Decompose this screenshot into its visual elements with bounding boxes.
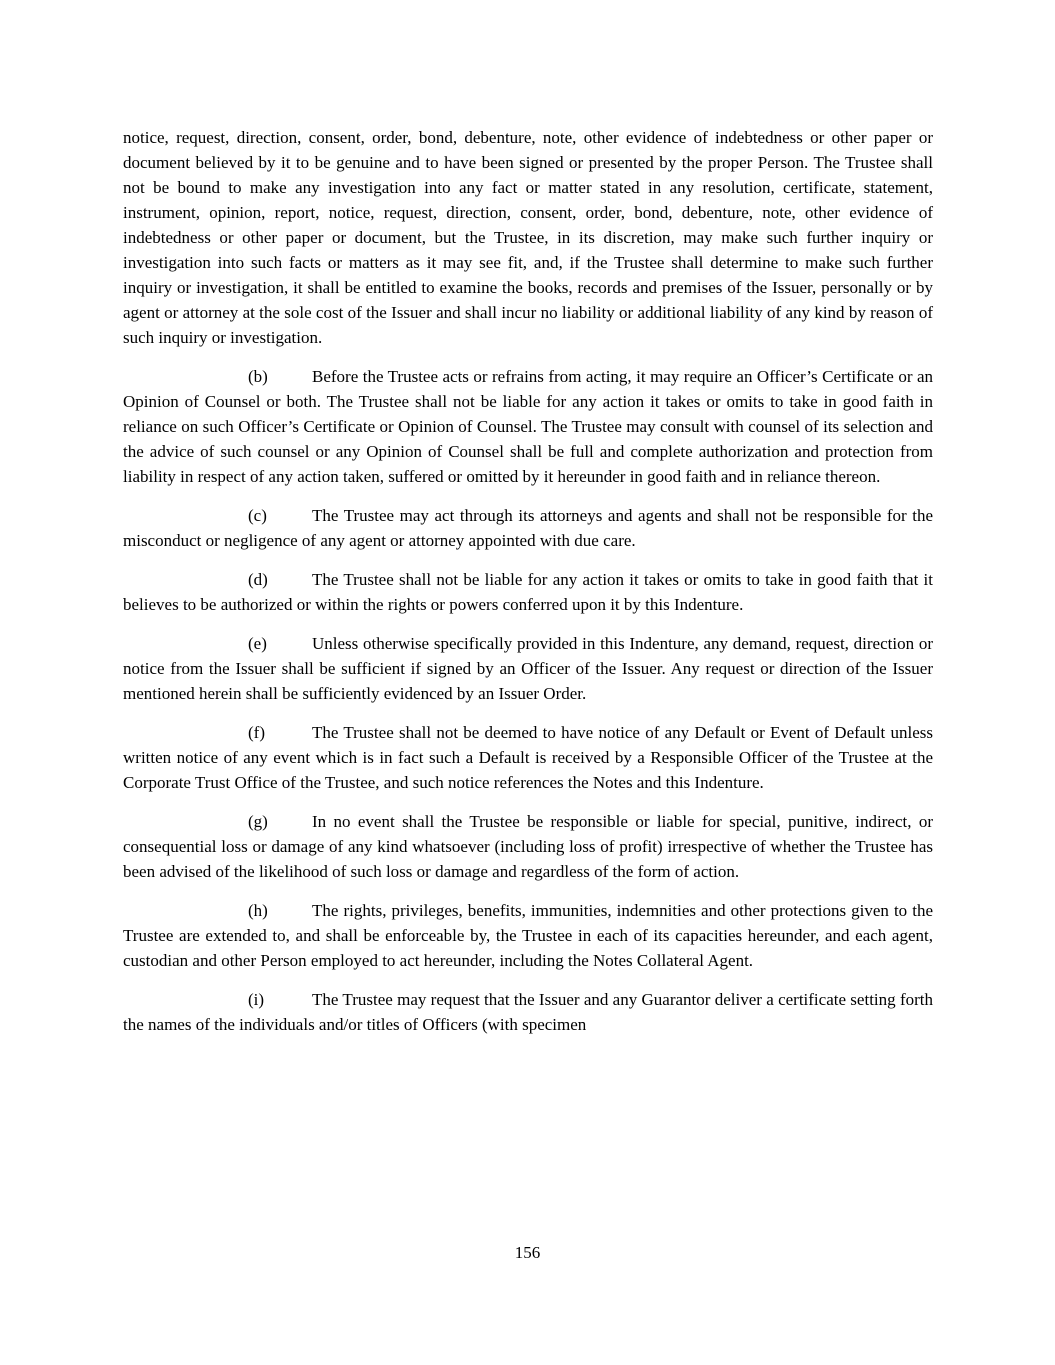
- paragraph-label: (e): [248, 634, 267, 653]
- paragraph-text: In no event shall the Trustee be responsible or liable for special, punitive, indirect, or consequential loss or damage of any kind whatsoever (including loss of profit) irrespective of whether the Trustee has been advised of the likelihood of such loss or damage and regardless of the form of action.: [123, 812, 933, 881]
- paragraph-label: (g): [248, 812, 268, 831]
- paragraph: [123, 987, 933, 1037]
- paragraph-text: The Trustee shall not be liable for any action it takes or omits to take in good faith that it believes to be authorized or within the rights or powers conferred upon it by this Indenture.: [123, 570, 933, 614]
- paragraph-label: (c): [248, 506, 267, 525]
- paragraph-label: (b): [248, 367, 268, 386]
- paragraph-text: The Trustee may act through its attorneys and agents and shall not be responsible for the misconduct or negligence of any agent or attorney appointed with due care.: [123, 506, 933, 550]
- paragraph: [123, 503, 933, 553]
- paragraph: [123, 364, 933, 489]
- paragraph: [123, 898, 933, 973]
- paragraph-label: (f): [248, 723, 265, 742]
- paragraph-text: Before the Trustee acts or refrains from acting, it may require an Officer’s Certificate or an Opinion of Counsel or both. The Trustee shall not be liable for any action it takes or omits to take in good faith in reliance on such Officer’s Certificate or Opinion of Counsel. The Trustee may consult with counsel of its selection and the advice of such counsel or any Opinion of Counsel shall be full and complete authorization and protection from liability in respect of any action taken, suffered or omitted by it hereunder in good faith and in reliance thereon.: [123, 367, 933, 486]
- paragraph-label: (h): [248, 901, 268, 920]
- paragraph-text: The rights, privileges, benefits, immunities, indemnities and other protections given to the Trustee are extended to, and shall be enforceable by, the Trustee in each of its capacities hereunder, and each agent, custodian and other Person employed to act hereunder, including the Notes Collateral Agent.: [123, 901, 933, 970]
- paragraph: [123, 567, 933, 617]
- paragraph-text: notice, request, direction, consent, order, bond, debenture, note, other evidence of indebtedness or other paper or document believed by it to be genuine and to have been signed or presented by the proper Person. The Trustee shall not be bound to make any investigation into any fact or matter stated in any resolution, certificate, statement, instrument, opinion, report, notice, request, direction, consent, order, bond, debenture, note, other evidence of indebtedness or other paper or document, but the Trustee, in its discretion, may make such further inquiry or investigation into such facts or matters as it may see fit, and, if the Trustee shall determine to make such further inquiry or investigation, it shall be entitled to examine the books, records and premises of the Issuer, personally or by agent or attorney at the sole cost of the Issuer and shall incur no liability or additional liability of any kind by reason of such inquiry or investigation.: [123, 128, 933, 347]
- paragraph-label: (i): [248, 990, 265, 1009]
- paragraph: [123, 631, 933, 706]
- document-body: [123, 125, 933, 1037]
- paragraph: [123, 720, 933, 795]
- paragraph-text: The Trustee shall not be deemed to have notice of any Default or Event of Default unless written notice of any event which is in fact such a Default is received by a Responsible Officer of the Trustee at the Corporate Trust Office of the Trustee, and such notice references the Notes and this Indenture.: [123, 723, 933, 792]
- paragraph-text: Unless otherwise specifically provided in this Indenture, any demand, request, direction or notice from the Issuer shall be sufficient if signed by an Officer of the Issuer. Any request or direction of the Issuer mentioned herein shall be sufficiently evidenced by an Issuer Order.: [123, 634, 933, 703]
- paragraph-text: The Trustee may request that the Issuer and any Guarantor deliver a certificate setting forth the names of the individuals and/or titles of Officers (with specimen: [123, 990, 933, 1034]
- paragraph-label: (d): [248, 570, 268, 589]
- page-number: 156: [514, 1243, 541, 1262]
- paragraph: [123, 125, 933, 350]
- paragraph: [123, 809, 933, 884]
